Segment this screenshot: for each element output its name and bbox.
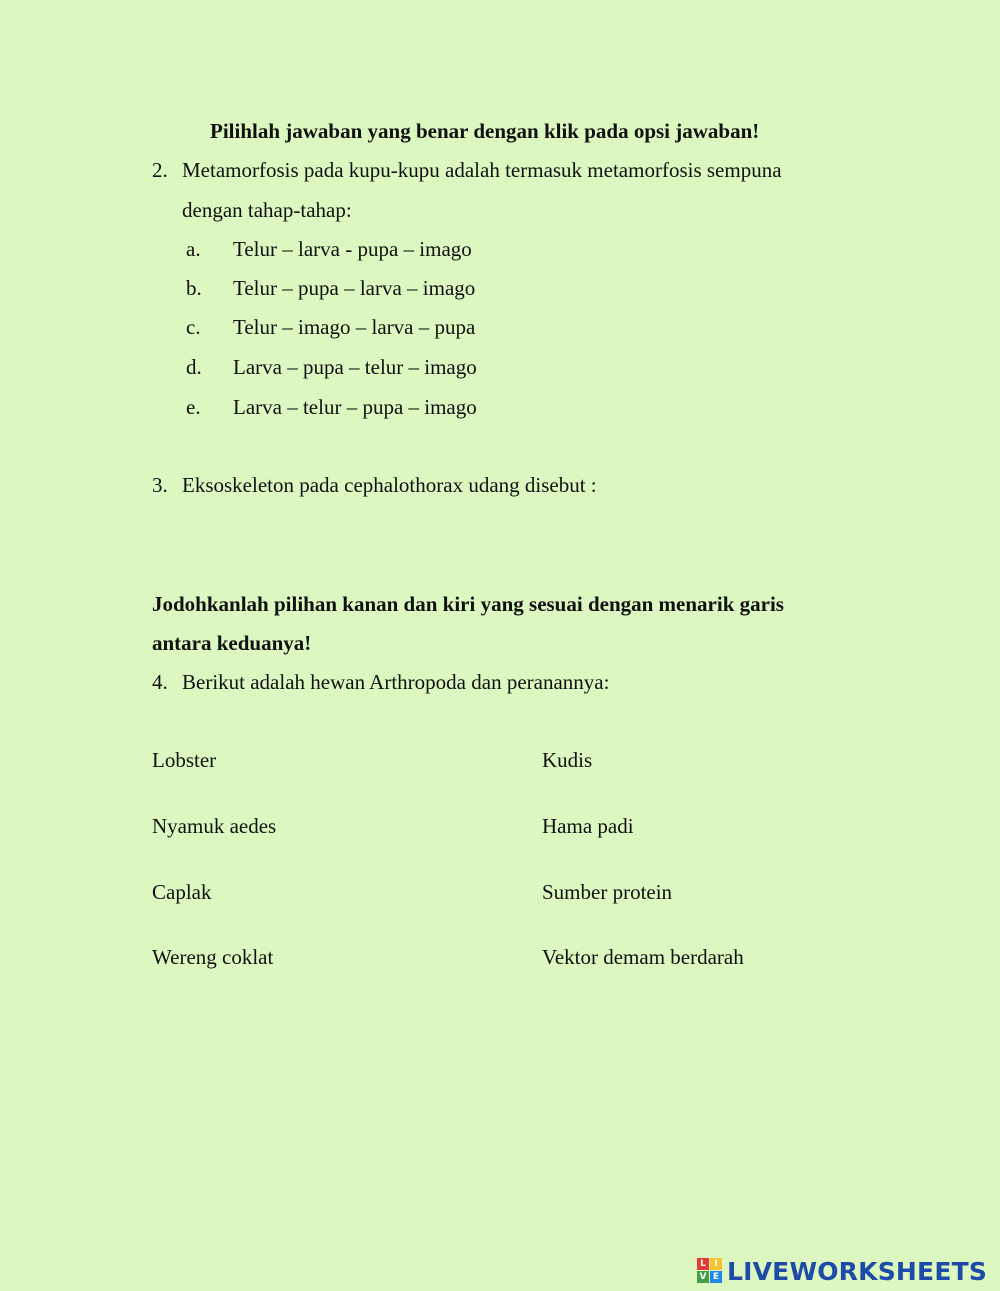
- question-4-number: 4.: [152, 670, 168, 694]
- instruction-multiple-choice: Pilihlah jawaban yang benar dengan klik pada opsi jawaban!: [210, 119, 760, 143]
- question-3-number: 3.: [152, 473, 168, 497]
- liveworksheets-logo: [697, 1255, 987, 1287]
- match-left-item[interactable]: Nyamuk aedes: [152, 814, 277, 838]
- liveworksheets-logo-icon: [697, 1258, 723, 1284]
- option-e[interactable]: Larva – telur – pupa – imago: [233, 395, 477, 419]
- option-a[interactable]: Telur – larva - pupa – imago: [233, 237, 472, 261]
- option-letter-a[interactable]: a.: [186, 237, 201, 261]
- option-letter-b[interactable]: b.: [186, 276, 202, 300]
- answer-blank-3[interactable]: [640, 474, 830, 500]
- match-right-item[interactable]: Vektor demam berdarah: [542, 945, 744, 969]
- option-b[interactable]: Telur – pupa – larva – imago: [233, 276, 476, 300]
- option-letter-d[interactable]: d.: [186, 355, 202, 379]
- option-letter-c[interactable]: c.: [186, 315, 201, 339]
- logo-badge-letter: I: [710, 1258, 722, 1270]
- option-d[interactable]: Larva – pupa – telur – imago: [233, 355, 477, 379]
- question-2-text-line2: dengan tahap-tahap:: [182, 198, 352, 222]
- logo-badge-letter: V: [697, 1271, 709, 1283]
- match-left-item[interactable]: Wereng coklat: [152, 945, 274, 969]
- question-4-text: Berikut adalah hewan Arthropoda dan peranannya:: [182, 670, 610, 694]
- liveworksheets-logo-text: LIVEWORKSHEETS: [727, 1256, 988, 1286]
- instruction-matching-line1: Jodohkanlah pilihan kanan dan kiri yang sesuai dengan menarik garis: [152, 592, 784, 616]
- match-right-item[interactable]: Hama padi: [542, 814, 634, 838]
- question-3-text: Eksoskeleton pada cephalothorax udang disebut :: [182, 473, 597, 497]
- question-2-text-line1: Metamorfosis pada kupu-kupu adalah termasuk metamorfosis sempuna: [182, 158, 782, 182]
- option-c[interactable]: Telur – imago – larva – pupa: [233, 315, 476, 339]
- match-left-item[interactable]: Lobster: [152, 748, 217, 772]
- match-right-item[interactable]: Sumber protein: [542, 880, 673, 904]
- match-right-item[interactable]: Kudis: [542, 748, 593, 772]
- logo-badge-letter: L: [697, 1258, 709, 1270]
- instruction-matching-line2: antara keduanya!: [152, 631, 312, 655]
- option-letter-e[interactable]: e.: [186, 395, 201, 419]
- logo-badge-letter: E: [710, 1271, 722, 1283]
- match-left-item[interactable]: Caplak: [152, 880, 212, 904]
- question-2-number: 2.: [152, 158, 168, 182]
